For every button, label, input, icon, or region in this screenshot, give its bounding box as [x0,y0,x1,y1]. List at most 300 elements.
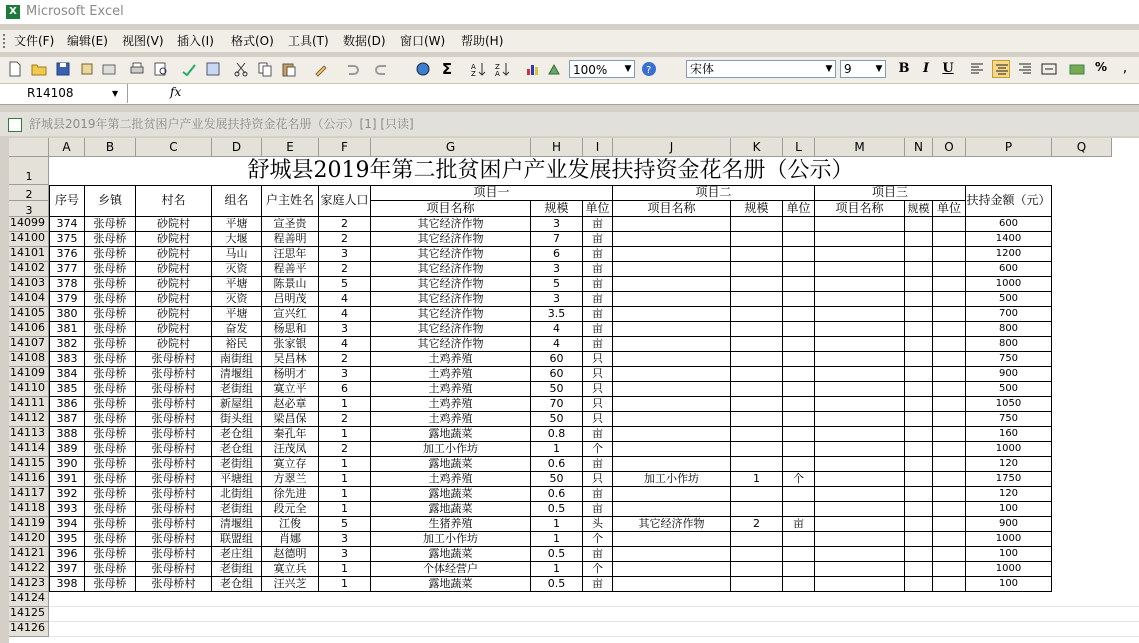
row-header[interactable]: 14119 [9,517,49,532]
table-cell[interactable] [933,307,966,322]
table-cell[interactable]: 徐先进 [262,487,319,502]
table-cell[interactable]: 张母桥 [85,322,136,337]
spelling-icon[interactable] [180,60,198,78]
table-cell[interactable]: 900 [966,517,1052,532]
table-cell[interactable] [731,352,783,367]
table-cell[interactable]: 3 [319,547,371,562]
row-header[interactable]: 14104 [9,292,49,307]
row-header[interactable]: 14118 [9,502,49,517]
table-cell[interactable]: 900 [966,367,1052,382]
table-cell[interactable]: 张母桥 [85,532,136,547]
hyperlink-icon[interactable] [414,60,432,78]
permission-icon[interactable] [78,60,96,78]
row-header[interactable]: 14100 [9,232,49,247]
table-cell[interactable]: 大堰 [212,232,262,247]
column-header[interactable]: K [731,138,783,157]
table-cell[interactable]: 其它经济作物 [371,322,531,337]
table-cell[interactable]: 387 [49,412,85,427]
table-cell[interactable]: 张母桥 [85,442,136,457]
column-header[interactable]: E [262,138,319,157]
table-cell[interactable]: 394 [49,517,85,532]
table-cell[interactable] [905,502,933,517]
table-cell[interactable]: 裕民 [212,337,262,352]
table-cell[interactable] [905,517,933,532]
table-cell[interactable]: 张母桥村 [136,517,212,532]
table-cell[interactable]: 376 [49,247,85,262]
table-cell[interactable]: 张母桥村 [136,442,212,457]
table-cell[interactable]: 张母桥 [85,472,136,487]
table-cell[interactable]: 其它经济作物 [371,262,531,277]
table-cell[interactable] [905,547,933,562]
column-header[interactable]: N [905,138,933,157]
table-cell[interactable]: 397 [49,562,85,577]
table-cell[interactable] [783,457,815,472]
table-cell[interactable]: 392 [49,487,85,502]
table-cell[interactable] [783,262,815,277]
table-cell[interactable] [731,412,783,427]
row-header[interactable]: 14124 [9,592,49,607]
row-header[interactable]: 14117 [9,487,49,502]
table-cell[interactable]: 3 [319,367,371,382]
table-cell[interactable]: 60 [531,367,583,382]
table-cell[interactable] [783,232,815,247]
comma-icon[interactable]: , [1122,60,1128,76]
table-cell[interactable]: 个体经营户 [371,562,531,577]
column-header[interactable]: F [319,138,371,157]
table-cell[interactable]: 3 [319,322,371,337]
table-cell[interactable] [815,442,905,457]
table-cell[interactable]: 1000 [966,277,1052,292]
table-cell[interactable]: 379 [49,292,85,307]
table-cell[interactable]: 联盟组 [212,532,262,547]
table-cell[interactable] [905,277,933,292]
table-cell[interactable]: 其它经济作物 [371,307,531,322]
table-cell[interactable]: 张母桥村 [136,502,212,517]
table-cell[interactable] [905,262,933,277]
table-cell[interactable] [815,397,905,412]
table-cell[interactable]: 378 [49,277,85,292]
table-cell[interactable] [815,217,905,232]
table-cell[interactable] [613,502,731,517]
table-cell[interactable]: 391 [49,472,85,487]
table-cell[interactable]: 375 [49,232,85,247]
table-cell[interactable] [613,412,731,427]
table-cell[interactable] [613,247,731,262]
row-header[interactable]: 14109 [9,367,49,382]
table-cell[interactable] [731,397,783,412]
table-cell[interactable]: 个 [783,472,815,487]
row-header[interactable]: 14125 [9,607,49,622]
table-cell[interactable] [731,277,783,292]
format-painter-icon[interactable] [312,60,330,78]
table-cell[interactable]: 亩 [783,517,815,532]
table-cell[interactable]: 只 [583,382,613,397]
table-cell[interactable]: 100 [966,577,1052,592]
chevron-down-icon[interactable]: ▼ [825,64,833,74]
table-cell[interactable] [613,232,731,247]
table-cell[interactable] [905,562,933,577]
table-cell[interactable]: 老街组 [212,457,262,472]
chart-wizard-icon[interactable] [524,60,542,78]
table-cell[interactable]: 杨思和 [262,322,319,337]
table-cell[interactable]: 只 [583,352,613,367]
table-cell[interactable]: 800 [966,337,1052,352]
table-cell[interactable] [783,277,815,292]
table-cell[interactable]: 砂院村 [136,307,212,322]
table-cell[interactable]: 500 [966,382,1052,397]
table-cell[interactable]: 亩 [583,217,613,232]
table-cell[interactable] [815,262,905,277]
table-cell[interactable]: 1 [319,562,371,577]
table-cell[interactable]: 梁昌保 [262,412,319,427]
table-cell[interactable] [731,337,783,352]
table-cell[interactable]: 60 [531,352,583,367]
table-cell[interactable]: 清堰组 [212,367,262,382]
row-header[interactable]: 14103 [9,277,49,292]
table-cell[interactable]: 亩 [583,487,613,502]
table-cell[interactable] [613,352,731,367]
table-cell[interactable] [815,457,905,472]
column-header[interactable]: G [371,138,531,157]
table-cell[interactable]: 其它经济作物 [371,247,531,262]
table-cell[interactable]: 4 [531,337,583,352]
table-cell[interactable]: 2 [319,442,371,457]
table-cell[interactable]: 750 [966,352,1052,367]
table-cell[interactable] [613,427,731,442]
table-cell[interactable] [613,292,731,307]
table-cell[interactable]: 386 [49,397,85,412]
table-cell[interactable] [783,502,815,517]
table-cell[interactable] [783,412,815,427]
table-cell[interactable] [731,457,783,472]
table-cell[interactable]: 土鸡养殖 [371,352,531,367]
table-cell[interactable] [731,262,783,277]
table-cell[interactable]: 1 [319,457,371,472]
table-cell[interactable]: 宣兴红 [262,307,319,322]
table-cell[interactable]: 张母桥 [85,502,136,517]
table-cell[interactable] [933,232,966,247]
table-cell[interactable] [783,217,815,232]
table-cell[interactable]: 江俊 [262,517,319,532]
table-cell[interactable]: 陈景山 [262,277,319,292]
table-cell[interactable]: 其它经济作物 [613,517,731,532]
print-preview-icon[interactable] [152,60,170,78]
table-cell[interactable] [613,217,731,232]
table-cell[interactable] [933,547,966,562]
table-cell[interactable]: 张母桥村 [136,532,212,547]
table-cell[interactable]: 其它经济作物 [371,217,531,232]
table-cell[interactable] [731,367,783,382]
table-cell[interactable]: 2 [731,517,783,532]
undo-icon[interactable] [342,60,360,78]
table-cell[interactable] [815,517,905,532]
table-cell[interactable] [815,562,905,577]
table-cell[interactable] [905,382,933,397]
table-cell[interactable]: 只 [583,367,613,382]
table-cell[interactable]: 120 [966,487,1052,502]
table-cell[interactable]: 秦孔年 [262,427,319,442]
table-cell[interactable]: 1 [531,517,583,532]
table-cell[interactable]: 3.5 [531,307,583,322]
column-header[interactable]: L [783,138,815,157]
table-cell[interactable]: 个 [583,562,613,577]
table-cell[interactable]: 老街组 [212,562,262,577]
table-cell[interactable]: 3 [319,247,371,262]
table-cell[interactable]: 张母桥 [85,382,136,397]
table-cell[interactable]: 露地蔬菜 [371,457,531,472]
table-cell[interactable] [613,562,731,577]
table-cell[interactable]: 砂院村 [136,322,212,337]
table-cell[interactable]: 张母桥村 [136,412,212,427]
table-cell[interactable]: 0.5 [531,547,583,562]
table-cell[interactable]: 只 [583,472,613,487]
cut-icon[interactable] [232,60,250,78]
table-cell[interactable]: 赵必章 [262,397,319,412]
table-cell[interactable]: 1050 [966,397,1052,412]
table-cell[interactable]: 张母桥 [85,337,136,352]
column-header[interactable]: P [966,138,1052,157]
table-cell[interactable]: 2 [319,262,371,277]
table-cell[interactable]: 张母桥 [85,547,136,562]
table-cell[interactable]: 374 [49,217,85,232]
table-cell[interactable] [933,487,966,502]
chevron-down-icon[interactable]: ▼ [624,64,632,74]
table-cell[interactable] [815,472,905,487]
merge-center-icon[interactable] [1040,60,1058,78]
table-cell[interactable]: 加工小作坊 [371,442,531,457]
row-header[interactable]: 14101 [9,247,49,262]
table-cell[interactable] [815,367,905,382]
table-cell[interactable]: 120 [966,457,1052,472]
fx-icon[interactable]: fx [170,85,182,99]
row-header[interactable]: 3 [9,201,49,217]
table-cell[interactable] [783,442,815,457]
table-cell[interactable]: 0.5 [531,502,583,517]
table-cell[interactable]: 800 [966,322,1052,337]
table-cell[interactable]: 1 [731,472,783,487]
table-cell[interactable]: 其它经济作物 [371,277,531,292]
table-cell[interactable]: 个 [583,532,613,547]
table-cell[interactable]: 吕明茂 [262,292,319,307]
table-cell[interactable] [933,427,966,442]
column-header[interactable]: Q [1052,138,1112,157]
table-cell[interactable]: 3 [531,217,583,232]
table-cell[interactable]: 张母桥 [85,487,136,502]
table-cell[interactable]: 张母桥 [85,457,136,472]
table-cell[interactable] [731,532,783,547]
table-cell[interactable]: 380 [49,307,85,322]
menu-item[interactable]: 工具(T) [288,34,329,48]
table-cell[interactable] [905,322,933,337]
row-header[interactable]: 14099 [9,217,49,232]
table-cell[interactable] [613,262,731,277]
table-cell[interactable]: 4 [319,337,371,352]
table-cell[interactable] [905,352,933,367]
table-cell[interactable]: 露地蔬菜 [371,502,531,517]
table-cell[interactable] [933,517,966,532]
table-cell[interactable]: 2 [319,217,371,232]
table-cell[interactable]: 3 [531,262,583,277]
table-cell[interactable]: 砂院村 [136,277,212,292]
table-cell[interactable] [815,532,905,547]
table-cell[interactable] [783,337,815,352]
table-cell[interactable]: 汪茂凤 [262,442,319,457]
table-cell[interactable] [613,367,731,382]
table-cell[interactable]: 1 [319,502,371,517]
research-icon[interactable] [204,60,222,78]
table-cell[interactable]: 土鸡养殖 [371,412,531,427]
table-cell[interactable]: 张母桥村 [136,472,212,487]
table-cell[interactable] [731,307,783,322]
table-cell[interactable] [613,532,731,547]
table-cell[interactable]: 500 [966,292,1052,307]
table-cell[interactable] [933,532,966,547]
table-cell[interactable] [933,247,966,262]
table-cell[interactable]: 1 [531,532,583,547]
table-cell[interactable]: 50 [531,472,583,487]
table-cell[interactable]: 382 [49,337,85,352]
table-cell[interactable] [815,547,905,562]
select-all-corner[interactable] [9,138,49,157]
table-cell[interactable]: 张家银 [262,337,319,352]
table-cell[interactable] [905,292,933,307]
table-cell[interactable] [815,352,905,367]
table-cell[interactable] [905,472,933,487]
table-cell[interactable]: 亩 [583,337,613,352]
table-cell[interactable]: 1 [319,577,371,592]
table-cell[interactable] [731,217,783,232]
table-cell[interactable] [731,322,783,337]
table-cell[interactable]: 6 [531,247,583,262]
table-cell[interactable]: 平塘 [212,277,262,292]
table-cell[interactable]: 0.5 [531,577,583,592]
table-cell[interactable]: 吴昌林 [262,352,319,367]
table-cell[interactable]: 张母桥 [85,232,136,247]
row-header[interactable]: 14113 [9,427,49,442]
table-cell[interactable]: 灭资 [212,262,262,277]
table-cell[interactable]: 600 [966,217,1052,232]
table-cell[interactable]: 马山 [212,247,262,262]
sort-ascending-icon[interactable] [470,60,488,78]
table-cell[interactable] [815,292,905,307]
row-header[interactable]: 14120 [9,532,49,547]
table-cell[interactable] [783,397,815,412]
table-cell[interactable]: 只 [583,397,613,412]
save-icon[interactable] [54,60,72,78]
table-cell[interactable]: 385 [49,382,85,397]
table-cell[interactable] [783,532,815,547]
table-cell[interactable]: 老仓组 [212,577,262,592]
table-cell[interactable]: 1400 [966,232,1052,247]
table-cell[interactable] [905,217,933,232]
table-cell[interactable]: 砂院村 [136,337,212,352]
table-cell[interactable]: 砂院村 [136,262,212,277]
table-cell[interactable]: 3 [319,532,371,547]
table-cell[interactable] [731,292,783,307]
table-cell[interactable] [933,457,966,472]
table-cell[interactable]: 老仓组 [212,442,262,457]
table-cell[interactable]: 张母桥 [85,307,136,322]
table-cell[interactable] [933,277,966,292]
table-cell[interactable]: 393 [49,502,85,517]
table-cell[interactable]: 老街组 [212,502,262,517]
table-cell[interactable]: 1000 [966,532,1052,547]
table-cell[interactable]: 398 [49,577,85,592]
table-cell[interactable]: 张母桥 [85,277,136,292]
table-cell[interactable]: 388 [49,427,85,442]
table-cell[interactable]: 砂院村 [136,232,212,247]
table-cell[interactable]: 其它经济作物 [371,337,531,352]
table-cell[interactable]: 程善明 [262,232,319,247]
column-header[interactable]: D [212,138,262,157]
table-cell[interactable]: 肖娜 [262,532,319,547]
table-cell[interactable]: 1200 [966,247,1052,262]
table-cell[interactable]: 街头组 [212,412,262,427]
table-cell[interactable] [933,337,966,352]
table-cell[interactable]: 700 [966,307,1052,322]
table-cell[interactable]: 张母桥 [85,292,136,307]
table-cell[interactable] [783,322,815,337]
table-cell[interactable]: 6 [319,382,371,397]
table-cell[interactable]: 390 [49,457,85,472]
menu-item[interactable]: 编辑(E) [67,34,108,48]
table-cell[interactable]: 张母桥村 [136,577,212,592]
table-cell[interactable] [731,232,783,247]
paste-icon[interactable] [280,60,298,78]
table-cell[interactable] [933,502,966,517]
menu-item[interactable]: 窗口(W) [400,34,446,48]
table-cell[interactable]: 砂院村 [136,292,212,307]
table-cell[interactable] [815,247,905,262]
percent-icon[interactable]: % [1094,60,1108,74]
table-cell[interactable] [933,397,966,412]
table-cell[interactable]: 张母桥 [85,562,136,577]
row-header[interactable]: 14115 [9,457,49,472]
table-cell[interactable] [783,352,815,367]
table-cell[interactable]: 亩 [583,307,613,322]
row-header[interactable]: 14112 [9,412,49,427]
menu-item[interactable]: 视图(V) [122,34,164,48]
table-cell[interactable]: 赵德明 [262,547,319,562]
column-header[interactable]: C [136,138,212,157]
table-cell[interactable]: 160 [966,427,1052,442]
table-cell[interactable]: 寞立平 [262,382,319,397]
table-cell[interactable]: 其它经济作物 [371,292,531,307]
row-header[interactable]: 14105 [9,307,49,322]
row-header[interactable]: 14126 [9,622,49,637]
table-cell[interactable]: 老街组 [212,382,262,397]
table-cell[interactable]: 0.8 [531,427,583,442]
table-cell[interactable]: 张母桥村 [136,487,212,502]
table-cell[interactable]: 头 [583,517,613,532]
autosum-icon[interactable]: Σ [441,60,453,78]
table-cell[interactable]: 1 [531,442,583,457]
table-cell[interactable]: 4 [319,307,371,322]
email-icon[interactable] [100,60,118,78]
currency-icon[interactable] [1068,60,1086,78]
table-cell[interactable] [731,547,783,562]
column-header[interactable]: O [933,138,966,157]
column-header[interactable]: I [583,138,613,157]
table-cell[interactable]: 1 [319,397,371,412]
new-document-icon[interactable] [6,60,24,78]
row-header[interactable]: 14116 [9,472,49,487]
zoom-select[interactable] [569,60,635,78]
table-cell[interactable] [613,487,731,502]
table-cell[interactable]: 亩 [583,277,613,292]
table-cell[interactable]: 张母桥 [85,412,136,427]
table-cell[interactable]: 70 [531,397,583,412]
